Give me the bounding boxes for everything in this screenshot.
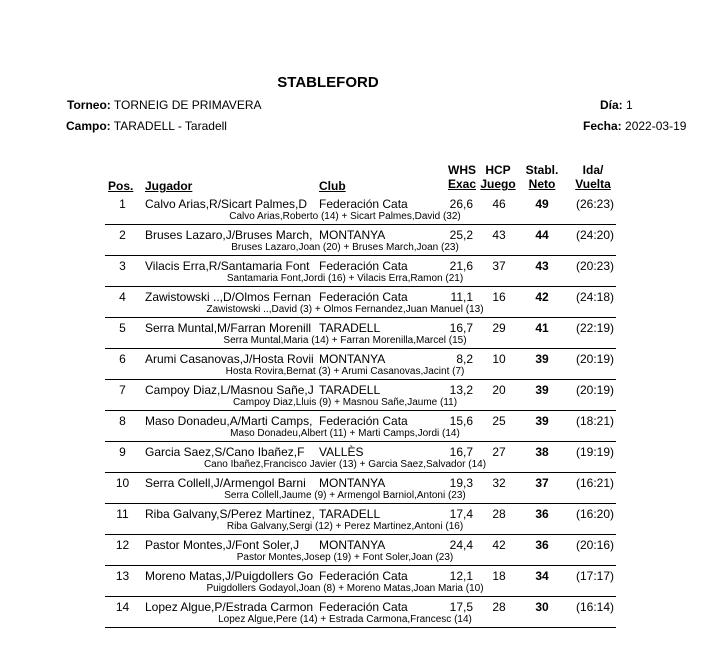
player-cell: Arumi Casanovas,J/Hosta Rovii (145, 352, 314, 366)
player-cell: Riba Galvany,S/Perez Martinez, (145, 507, 315, 521)
ida-vuelta-cell: (18:21) (575, 414, 615, 428)
table-row (105, 225, 616, 256)
club-cell: Federación Cata (319, 600, 408, 614)
hcp-cell: 18 (492, 569, 506, 583)
player-cell: Serra Collell,J/Armengol Barni (145, 476, 306, 490)
whs-cell: 12,1 (449, 569, 473, 583)
player-cell: Vilacis Erra,R/Santamaria Font (145, 259, 310, 273)
whs-cell: 25,2 (449, 228, 473, 242)
dia-value: 1 (626, 98, 633, 112)
whs-cell: 13,2 (449, 383, 473, 397)
player-cell: Pastor Montes,J/Font Soler,J (145, 538, 300, 552)
club-cell: TARADELL (319, 383, 381, 397)
club-cell: MONTANYA (319, 228, 386, 242)
pair-detail-cell: Calvo Arias,Roberto (14) + Sicart Palmes,David (32) (229, 211, 461, 222)
ida-vuelta-cell: (24:20) (575, 228, 615, 242)
campo-value: TARADELL - Taradell (113, 119, 227, 133)
hcp-cell: 46 (492, 197, 506, 211)
hcp-cell: 43 (492, 228, 506, 242)
position-cell: 4 (119, 290, 126, 304)
club-cell: VALLÈS (319, 445, 364, 459)
header-whs (444, 163, 480, 191)
position-cell: 12 (115, 538, 130, 552)
pair-detail-cell: Serra Muntal,Maria (14) + Farran Morenilla,Marcel (15) (223, 335, 467, 346)
player-cell: Maso Donadeu,A/Marti Camps, (145, 414, 313, 428)
whs-cell: 16,7 (449, 445, 473, 459)
header-ida-bottom: Vuelta (575, 177, 611, 191)
campo-label: Campo: (66, 119, 111, 133)
player-cell: Calvo Arias,R/Sicart Palmes,D (145, 197, 308, 211)
table-row (105, 473, 616, 504)
campo-line (66, 119, 227, 133)
fecha-label: Fecha: (583, 119, 622, 133)
pair-detail-cell: Maso Donadeu,Albert (11) + Marti Camps,Jordi (14) (230, 428, 460, 439)
header-stabl-bottom: Neto (528, 177, 556, 191)
hcp-cell: 25 (492, 414, 506, 428)
hcp-cell: 29 (492, 321, 506, 335)
player-cell: Garcia Saez,S/Cano Ibañez,F (145, 445, 305, 459)
header-club: Club (319, 179, 346, 193)
ida-vuelta-cell: (20:23) (575, 259, 615, 273)
ida-vuelta-cell: (22:19) (575, 321, 615, 335)
table-row (105, 256, 616, 287)
ida-vuelta-cell: (17:17) (575, 569, 615, 583)
fecha-line (583, 119, 686, 133)
table-row (105, 411, 616, 442)
pair-detail-cell: Bruses Lazaro,Joan (20) + Bruses March,Joan (23) (231, 242, 459, 253)
position-cell: 9 (119, 445, 126, 459)
hcp-cell: 10 (492, 352, 506, 366)
whs-cell: 17,5 (449, 600, 473, 614)
table-row (105, 442, 616, 473)
stableford-cell: 49 (535, 197, 549, 211)
table-row (105, 504, 616, 535)
dia-label: Día: (600, 98, 623, 112)
table-row (105, 535, 616, 566)
table-row (105, 318, 616, 349)
position-cell: 6 (119, 352, 126, 366)
report-title: STABLEFORD (277, 74, 379, 91)
ida-vuelta-cell: (20:16) (575, 538, 615, 552)
torneo-label: Torneo: (67, 98, 111, 112)
pair-detail-cell: Riba Galvany,Sergi (12) + Perez Martinez,Antoni (16) (226, 521, 464, 532)
pair-detail-cell: Pastor Montes,Josep (19) + Font Soler,Joan (23) (236, 552, 454, 563)
club-cell: Federación Cata (319, 569, 408, 583)
header-stabl (519, 163, 565, 191)
ida-vuelta-cell: (24:18) (575, 290, 615, 304)
ida-vuelta-cell: (16:20) (575, 507, 615, 521)
header-pos: Pos. (108, 179, 134, 193)
ida-vuelta-cell: (16:14) (575, 600, 615, 614)
fecha-value: 2022-03-19 (625, 119, 687, 133)
club-cell: TARADELL (319, 507, 381, 521)
stableford-cell: 38 (535, 445, 549, 459)
position-cell: 10 (115, 476, 130, 490)
pair-detail-cell: Serra Collell,Jaume (9) + Armengol Barniol,Antoni (23) (224, 490, 466, 501)
position-cell: 7 (119, 383, 126, 397)
position-cell: 8 (119, 414, 126, 428)
header-ida-top: Ida/ (582, 163, 604, 177)
table-row (105, 597, 616, 628)
torneo-value: TORNEIG DE PRIMAVERA (113, 98, 262, 112)
header-jugador: Jugador (145, 179, 193, 193)
stableford-cell: 30 (535, 600, 549, 614)
header-whs-top: WHS (448, 163, 476, 177)
club-cell: TARADELL (319, 321, 381, 335)
position-cell: 13 (115, 569, 130, 583)
club-cell: MONTANYA (319, 538, 386, 552)
ida-vuelta-cell: (19:19) (575, 445, 615, 459)
table-row (105, 349, 616, 380)
position-cell: 11 (116, 507, 129, 521)
stableford-cell: 34 (535, 569, 549, 583)
player-cell: Moreno Matas,J/Puigdollers Go (145, 569, 314, 583)
position-cell: 3 (119, 259, 126, 273)
table-row (105, 287, 616, 318)
header-hcp (479, 163, 517, 191)
stableford-cell: 39 (535, 414, 549, 428)
whs-cell: 17,4 (449, 507, 473, 521)
stableford-cell: 36 (535, 538, 549, 552)
header-hcp-bottom: Juego (480, 177, 516, 191)
header-whs-bottom: Exac (447, 177, 477, 191)
pair-detail-cell: Zawistowski ..,David (3) + Olmos Fernandez,Juan Manuel (13) (206, 304, 484, 315)
stableford-cell: 36 (535, 507, 549, 521)
whs-cell: 24,4 (449, 538, 473, 552)
hcp-cell: 27 (492, 445, 506, 459)
club-cell: MONTANYA (319, 476, 386, 490)
club-cell: MONTANYA (319, 352, 386, 366)
stableford-cell: 44 (535, 228, 549, 242)
pair-detail-cell: Lopez Algue,Pere (14) + Estrada Carmona,Francesc (14) (218, 614, 472, 625)
pair-detail-cell: Santamaria Font,Jordi (16) + Vilacis Erra,Ramon (21) (226, 273, 464, 284)
table-row (105, 566, 616, 597)
table-row (105, 194, 616, 225)
whs-cell: 16,7 (449, 321, 473, 335)
position-cell: 2 (119, 228, 126, 242)
ida-vuelta-cell: (26:23) (575, 197, 615, 211)
position-cell: 14 (115, 600, 130, 614)
club-cell: Federación Cata (319, 259, 408, 273)
ida-vuelta-cell: (20:19) (575, 383, 615, 397)
player-cell: Lopez Algue,P/Estrada Carmon (145, 600, 314, 614)
whs-cell: 21,6 (449, 259, 473, 273)
club-cell: Federación Cata (319, 414, 408, 428)
hcp-cell: 28 (492, 507, 506, 521)
whs-cell: 8,2 (456, 352, 473, 366)
player-cell: Bruses Lazaro,J/Bruses March, (145, 228, 313, 242)
torneo-line (67, 98, 262, 112)
header-ida-vuelta (567, 163, 619, 191)
results-table (105, 194, 616, 628)
club-cell: Federación Cata (319, 290, 408, 304)
header-hcp-top: HCP (485, 163, 511, 177)
player-cell: Zawistowski ..,D/Olmos Fernan (145, 290, 312, 304)
player-cell: Serra Muntal,M/Farran Morenill (145, 321, 312, 335)
stableford-cell: 39 (535, 383, 549, 397)
hcp-cell: 20 (492, 383, 506, 397)
whs-cell: 19,3 (449, 476, 473, 490)
pair-detail-cell: Campoy Diaz,Lluis (9) + Masnou Sañe,Jaume (11) (232, 397, 458, 408)
hcp-cell: 16 (492, 290, 506, 304)
stableford-cell: 41 (535, 321, 549, 335)
header-stabl-top: Stabl. (525, 163, 559, 177)
position-cell: 1 (119, 197, 126, 211)
whs-cell: 26,6 (449, 197, 473, 211)
hcp-cell: 42 (492, 538, 506, 552)
pair-detail-cell: Hosta Rovira,Bernat (3) + Arumi Casanovas,Jacint (7) (225, 366, 465, 377)
club-cell: Federación Cata (319, 197, 408, 211)
dia-line (600, 98, 633, 112)
pair-detail-cell: Puigdollers Godayol,Joan (8) + Moreno Matas,Joan Maria (10) (206, 583, 484, 594)
whs-cell: 11,1 (450, 290, 473, 304)
stableford-cell: 42 (535, 290, 549, 304)
ida-vuelta-cell: (20:19) (575, 352, 615, 366)
stableford-cell: 39 (535, 352, 549, 366)
whs-cell: 15,6 (449, 414, 473, 428)
ida-vuelta-cell: (16:21) (575, 476, 615, 490)
position-cell: 5 (119, 321, 126, 335)
stableford-cell: 43 (535, 259, 549, 273)
hcp-cell: 28 (492, 600, 506, 614)
player-cell: Campoy Diaz,L/Masnou Sañe,J (145, 383, 314, 397)
hcp-cell: 37 (492, 259, 506, 273)
hcp-cell: 32 (492, 476, 506, 490)
pair-detail-cell: Cano Ibañez,Francisco Javier (13) + Garcia Saez,Salvador (14) (203, 459, 487, 470)
table-row (105, 380, 616, 411)
stableford-cell: 37 (535, 476, 549, 490)
